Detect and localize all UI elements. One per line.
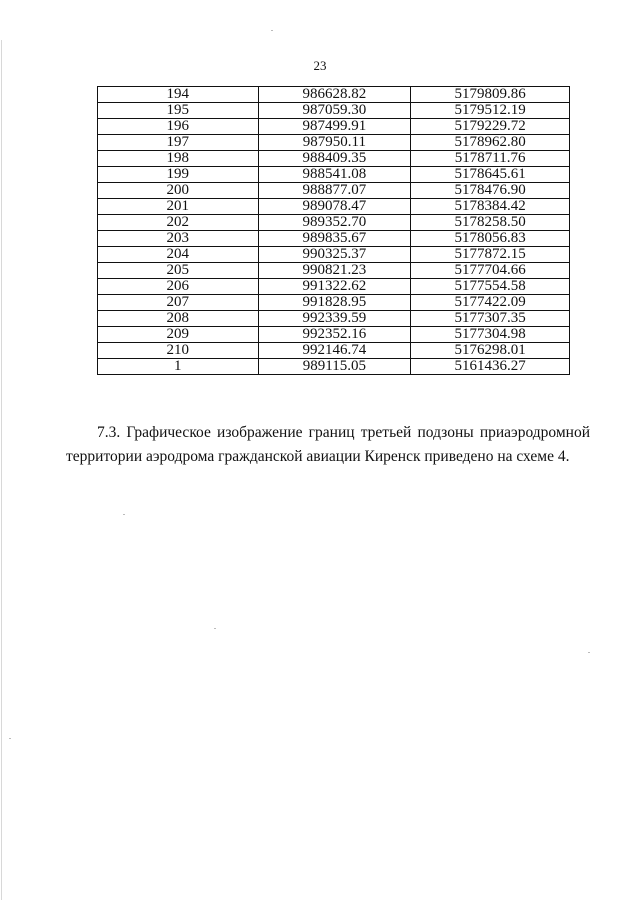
y-coordinate-cell: 5178056.83 <box>411 231 570 247</box>
y-coordinate-cell: 5179229.72 <box>411 119 570 135</box>
y-coordinate-cell: 5177422.09 <box>411 295 570 311</box>
table-row <box>98 199 570 215</box>
table-row <box>98 327 570 343</box>
point-number-cell: 196 <box>98 119 259 135</box>
table-row <box>98 311 570 327</box>
table-row <box>98 359 570 375</box>
scan-speck <box>123 514 125 515</box>
y-coordinate-cell: 5177704.66 <box>411 263 570 279</box>
x-coordinate-cell: 989115.05 <box>258 359 411 375</box>
table-row <box>98 215 570 231</box>
y-coordinate-cell: 5178258.50 <box>411 215 570 231</box>
table-row <box>98 135 570 151</box>
x-coordinate-cell: 991322.62 <box>258 279 411 295</box>
point-number-cell: 204 <box>98 247 259 263</box>
x-coordinate-cell: 990821.23 <box>258 263 411 279</box>
y-coordinate-cell: 5177307.35 <box>411 311 570 327</box>
scan-speck <box>9 738 11 739</box>
table-row <box>98 183 570 199</box>
table-row <box>98 247 570 263</box>
y-coordinate-cell: 5179809.86 <box>411 87 570 103</box>
x-coordinate-cell: 989835.67 <box>258 231 411 247</box>
y-coordinate-cell: 5178711.76 <box>411 151 570 167</box>
section-paragraph <box>66 421 590 469</box>
x-coordinate-cell: 992146.74 <box>258 343 411 359</box>
y-coordinate-cell: 5178962.80 <box>411 135 570 151</box>
point-number-cell: 207 <box>98 295 259 311</box>
point-number-cell: 195 <box>98 103 259 119</box>
table-row <box>98 263 570 279</box>
table-row <box>98 167 570 183</box>
coordinates-table <box>97 86 570 375</box>
x-coordinate-cell: 986628.82 <box>258 87 411 103</box>
y-coordinate-cell: 5177872.15 <box>411 247 570 263</box>
x-coordinate-cell: 988541.08 <box>258 167 411 183</box>
table-row <box>98 151 570 167</box>
table-row <box>98 103 570 119</box>
scan-speck <box>214 628 216 629</box>
table-row <box>98 279 570 295</box>
y-coordinate-cell: 5177304.98 <box>411 327 570 343</box>
y-coordinate-cell: 5161436.27 <box>411 359 570 375</box>
scan-speck <box>271 30 273 31</box>
point-number-cell: 197 <box>98 135 259 151</box>
point-number-cell: 205 <box>98 263 259 279</box>
point-number-cell: 198 <box>98 151 259 167</box>
point-number-cell: 199 <box>98 167 259 183</box>
x-coordinate-cell: 990325.37 <box>258 247 411 263</box>
x-coordinate-cell: 991828.95 <box>258 295 411 311</box>
x-coordinate-cell: 989352.70 <box>258 215 411 231</box>
point-number-cell: 210 <box>98 343 259 359</box>
x-coordinate-cell: 992339.59 <box>258 311 411 327</box>
table-row <box>98 119 570 135</box>
table-row <box>98 231 570 247</box>
coordinates-table-body <box>98 87 570 375</box>
y-coordinate-cell: 5178476.90 <box>411 183 570 199</box>
y-coordinate-cell: 5178645.61 <box>411 167 570 183</box>
y-coordinate-cell: 5178384.42 <box>411 199 570 215</box>
scan-speck <box>588 652 590 653</box>
y-coordinate-cell: 5177554.58 <box>411 279 570 295</box>
table-row <box>98 87 570 103</box>
x-coordinate-cell: 988409.35 <box>258 151 411 167</box>
x-coordinate-cell: 987499.91 <box>258 119 411 135</box>
paragraph-text: 7.3. Графическое изображение границ третьей подзоны приаэродромной территории аэродрома гражданской авиации Киренск приведено на схеме 4. <box>66 424 590 465</box>
point-number-cell: 203 <box>98 231 259 247</box>
point-number-cell: 208 <box>98 311 259 327</box>
point-number-cell: 200 <box>98 183 259 199</box>
table-row <box>98 295 570 311</box>
point-number-cell: 202 <box>98 215 259 231</box>
x-coordinate-cell: 992352.16 <box>258 327 411 343</box>
point-number-cell: 209 <box>98 327 259 343</box>
x-coordinate-cell: 989078.47 <box>258 199 411 215</box>
x-coordinate-cell: 987059.30 <box>258 103 411 119</box>
point-number-cell: 201 <box>98 199 259 215</box>
y-coordinate-cell: 5179512.19 <box>411 103 570 119</box>
scan-edge <box>1 40 2 900</box>
x-coordinate-cell: 988877.07 <box>258 183 411 199</box>
y-coordinate-cell: 5176298.01 <box>411 343 570 359</box>
page-number: 23 <box>313 58 327 73</box>
x-coordinate-cell: 987950.11 <box>258 135 411 151</box>
point-number-cell: 194 <box>98 87 259 103</box>
table-row <box>98 343 570 359</box>
point-number-cell: 206 <box>98 279 259 295</box>
point-number-cell: 1 <box>98 359 259 375</box>
